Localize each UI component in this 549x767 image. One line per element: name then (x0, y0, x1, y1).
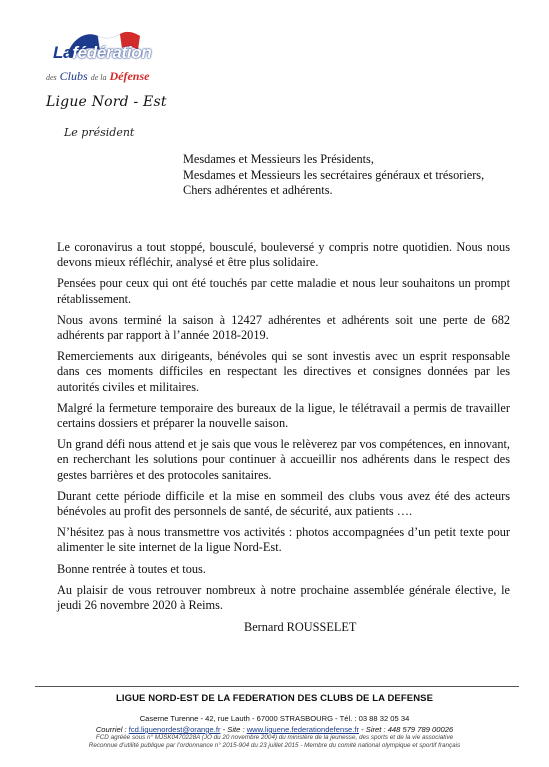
paragraph: Remerciements aux dirigeants, bénévoles qui se sont investis avec un esprit responsable dans ces moments difficiles en respectant les directives et consignes données par les autorités civiles et militaires. (57, 349, 510, 394)
siret: - Siret : 448 579 789 00026 (361, 725, 454, 734)
federation-logo (40, 30, 170, 100)
footer-org: LIGUE NORD-EST DE LA FEDERATION DES CLUBS DE LA DEFENSE (115, 693, 434, 704)
paragraph: Pensées pour ceux qui ont été touchés par cette maladie et nous leur souhaitons un prompt rétablissement. (57, 276, 510, 306)
logo-la: La (53, 43, 73, 62)
footer (0, 693, 549, 750)
footer-address: Caserne Turenne - 42, rue Lauth - 67000 STRASBOURG - Tél. : 03 88 32 05 34 (139, 714, 410, 723)
paragraph: Le coronavirus a tout stoppé, bousculé, bouleversé y compris notre quotidien. Nous nous devons mieux réfléchir, analysé et être plus solidaire. (57, 240, 510, 270)
footer-agreement: FCD agréée sous n° MJSK0470228A (JO du 20 novembre 2004) du ministère de la jeunesse, des sports et de la vie associative (95, 734, 454, 741)
logo-wordmark (53, 43, 151, 63)
greeting-line: Mesdames et Messieurs les secrétaires généraux et trésoriers, (183, 167, 485, 182)
paragraph: Au plaisir de vous retrouver nombreux à notre prochaine assemblée générale élective, le jeudi 26 novembre 2020 à Reims. (57, 582, 510, 613)
courriel-label: Courriel : (95, 725, 127, 734)
paragraph: Un grand défi nous attend et je sais que vous le relèverez par vos compétences, en innovant, en recherchant les solutions pour continuer à accueillir nos adhérents dans le respect des gestes barrières et des protocoles sanitaires. (57, 437, 510, 482)
paragraph: Nous avons terminé la saison à 12427 adhérentes et adhérents soit une perte de 682 adhérents par rapport à l’année 2018-2019. (57, 312, 510, 343)
greeting-line: Chers adhérentes et adhérents. (183, 183, 333, 197)
greeting-block (183, 152, 484, 199)
website-link[interactable]: www.liguene.federationdefense.fr (246, 725, 359, 734)
letter-body (57, 240, 510, 619)
logo-de-la: de la (90, 73, 107, 82)
ligue-name: Ligue Nord - Est (46, 94, 167, 110)
paragraph: Durant cette période difficile et la mise en sommeil des clubs vous avez été des acteurs bénévoles au profit des personnels de santé, de sécurité, aux patients …. (57, 488, 510, 519)
president-title: Le président (64, 126, 135, 139)
site-label: - Site : (222, 725, 245, 734)
logo-federation: fédération (72, 43, 152, 62)
signature: Bernard ROUSSELET (244, 620, 357, 634)
paragraph: Malgré la fermeture temporaire des bureaux de la ligue, le télétravail a permis de travailler certains dossiers et préparer la nouvelle saison. (57, 400, 510, 431)
greeting-line: Mesdames et Messieurs les Présidents, (183, 152, 374, 166)
logo-subtitle (46, 69, 149, 84)
logo-defense: Défense (109, 69, 150, 83)
logo-des: des (46, 73, 57, 82)
footer-contact (0, 725, 549, 734)
footer-divider (35, 686, 519, 687)
logo-clubs: Clubs (59, 69, 88, 83)
paragraph: N’hésitez pas à nous transmettre vos activités : photos accompagnées d’un petit texte pour alimenter le site internet de la ligue Nord-Est. (57, 525, 510, 555)
paragraph: Bonne rentrée à toutes et tous. (57, 561, 206, 576)
footer-recognition: Reconnue d’utilité publique par l’ordonnance n° 2015-904 du 23 juillet 2015 - Membre du comité national olympique et sportif français (88, 742, 461, 749)
email-link[interactable]: fcd.liguenordest@orange.fr (128, 725, 221, 734)
